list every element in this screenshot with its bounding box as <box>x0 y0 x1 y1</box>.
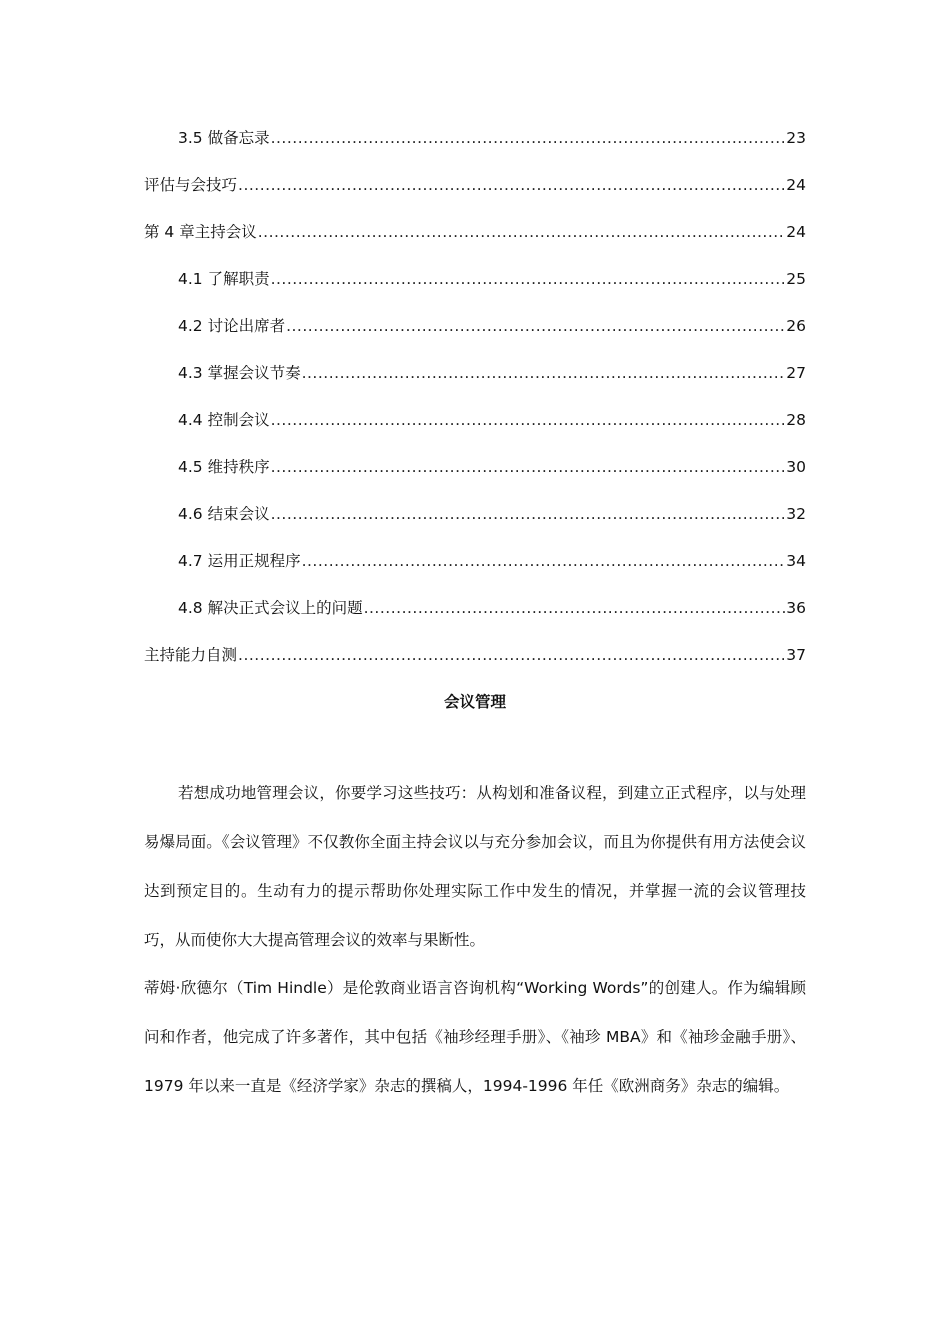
toc-entry-title: 4.6 结束会议 <box>178 505 270 523</box>
toc-dot-leader <box>258 218 786 246</box>
toc-entry[interactable] <box>144 547 806 594</box>
toc-entry[interactable] <box>144 641 806 688</box>
toc-dot-leader <box>238 641 785 669</box>
toc-entry-page: 27 <box>786 364 806 382</box>
toc-entry-page: 36 <box>786 599 806 617</box>
toc-dot-leader <box>271 453 786 481</box>
toc-dot-leader <box>271 406 786 434</box>
toc-dot-leader <box>271 500 786 528</box>
toc-entry-title: 4.3 掌握会议节奏 <box>178 364 301 382</box>
toc-entry-title: 第 4 章主持会议 <box>144 223 257 241</box>
toc-entry[interactable] <box>144 171 806 218</box>
toc-entry[interactable] <box>144 265 806 312</box>
toc-dot-leader <box>286 312 785 340</box>
toc-entry-title: 4.5 维持秩序 <box>178 458 270 476</box>
toc-entry-title: 3.5 做备忘录 <box>178 129 270 147</box>
toc-entry[interactable] <box>144 406 806 453</box>
toc-dot-leader <box>271 124 786 152</box>
toc-entry-title: 主持能力自测 <box>144 646 238 664</box>
table-of-contents <box>144 124 806 688</box>
toc-entry-page: 26 <box>786 317 806 335</box>
toc-entry-page: 24 <box>786 223 806 241</box>
toc-entry-page: 28 <box>786 411 806 429</box>
toc-entry-page: 23 <box>786 129 806 147</box>
toc-entry-title: 评估与会技巧 <box>144 176 238 194</box>
toc-entry-title: 4.4 控制会议 <box>178 411 270 429</box>
toc-entry-title: 4.2 讨论出席者 <box>178 317 286 335</box>
toc-entry[interactable] <box>144 312 806 359</box>
intro-paragraph: 若想成功地管理会议，你要学习这些技巧：从构划和准备议程，到建立正式程序，以与处理易爆局面。《会议管理》不仅教你全面主持会议以与充分参加会议，而且为你提供有用方法使会议达到预定目的。生动有力的提示帮助你处理实际工作中发生的情况，并掌握一流的会议管理技巧，从而使你大大提高管理会议的效率与果断性。 <box>144 784 806 949</box>
toc-dot-leader <box>302 547 786 575</box>
toc-entry-page: 32 <box>786 505 806 523</box>
toc-entry-page: 30 <box>786 458 806 476</box>
toc-entry-title: 4.8 解决正式会议上的问题 <box>178 599 363 617</box>
toc-entry[interactable] <box>144 359 806 406</box>
toc-entry-page: 34 <box>786 552 806 570</box>
toc-entry-page: 25 <box>786 270 806 288</box>
toc-entry-title: 4.7 运用正规程序 <box>178 552 301 570</box>
toc-entry[interactable] <box>144 124 806 171</box>
toc-entry[interactable] <box>144 218 806 265</box>
toc-entry[interactable] <box>144 500 806 547</box>
toc-entry-page: 37 <box>786 646 806 664</box>
toc-entry[interactable] <box>144 594 806 641</box>
toc-entry[interactable] <box>144 453 806 500</box>
toc-entry-page: 24 <box>786 176 806 194</box>
section-heading: 会议管理 <box>443 693 506 711</box>
toc-dot-leader <box>302 359 786 387</box>
toc-dot-leader <box>238 171 785 199</box>
author-paragraph: 蒂姆·欣德尔（Tim Hindle）是伦敦商业语言咨询机构“Working Words”的创建人。作为编辑顾问和作者，他完成了许多著作，其中包括《袖珍经理手册》、《袖珍 MBA》和《袖珍金融手册》、1979 年以来一直是《经济学家》杂志的撰稿人，1994-1996 年任《欧洲商务》杂志的编辑。 <box>144 979 806 1095</box>
toc-dot-leader <box>364 594 786 622</box>
toc-entry-title: 4.1 了解职责 <box>178 270 270 288</box>
toc-dot-leader <box>271 265 786 293</box>
